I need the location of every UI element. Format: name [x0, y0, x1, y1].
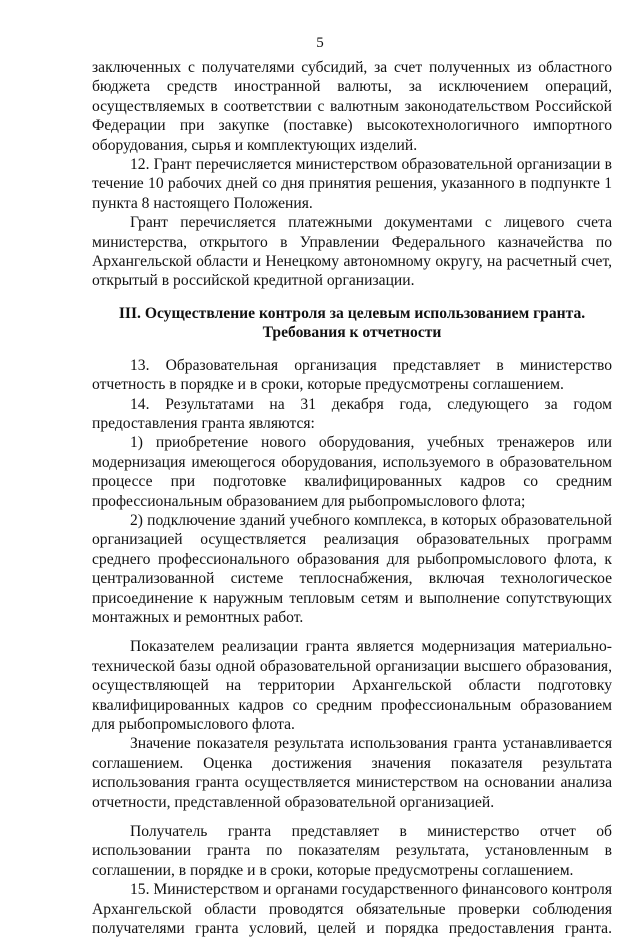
paragraph-result-1: 1) приобретение нового оборудования, учебных тренажеров или модернизация имеющегося оборудования, используемого в образовательном процессе при подготовке квалифицированных кадров со средним профессиональным образованием для рыбопромыслового флота;: [92, 434, 612, 510]
paragraph-continuation: заключенных с получателями субсидий, за счет полученных из областного бюджета средств иностранной валюты, за исключением операций, осуществляемых в соответствии с валютным законодательством Российской Федерации при закупке (поставке) высокотехнологичного импортного оборудования, сырья и комплектующих изделий.: [92, 59, 612, 154]
paragraph-item-13: 13. Образовательная организация представляет в министерство отчетность в порядке и в сроки, которые предусмотрены соглашением.: [92, 356, 612, 394]
paragraph-item-15: 15. Министерством и органами государственного финансового контроля Архангельской области проводятся обязательные проверки соблюдения получателями гранта условий, целей и порядка предоставления гранта.: [92, 881, 612, 938]
paragraph-grant-transfer: Грант перечисляется платежными документами с лицевого счета министерства, открытого в Управлении Федерального казначейства по Архангельской области и Ненецкому автономному округу, на расчетный счет, открытый в российской кредитной организации.: [92, 214, 612, 290]
paragraph-indicator-value: Значение показателя результата использования гранта устанавливается соглашением. Оценка достижения значения показателя результата использования гранта осуществляется министерством на основании анализа отчетности, представленной образовательной организацией.: [92, 735, 612, 811]
document-body: [92, 58, 612, 938]
paragraph-grant-report: Получатель гранта представляет в министерство отчет об использовании гранта по показателям результата, установленным в соглашении, в порядке и в сроки, которые предусмотрены соглашением.: [92, 823, 612, 879]
paragraph-result-2: 2) подключение зданий учебного комплекса, в которых образовательной организацией осуществляется реализация образовательных программ среднего профессионального образования для рыбопромыслового флота, к централизованной системе теплоснабжения, включая технологическое присоединение к наружным тепловым сетям и выполнение сопутствующих монтажных и ремонтных работ.: [92, 511, 612, 626]
section-heading: [92, 304, 612, 343]
section-heading-line2: Требования к отчетности: [262, 324, 442, 342]
paragraph-indicator: Показателем реализации гранта является модернизация материально-технической базы одной образовательной организации высшего образования, осуществляющей на территории Архангельской области подготовку квалифицированных кадров со средним профессиональным образованием для рыбопромыслового флота.: [92, 638, 612, 733]
paragraph-item-14: 14. Результатами на 31 декабря года, следующего за годом предоставления гранта являются:: [92, 395, 612, 432]
page-number: 5: [316, 35, 324, 51]
section-heading-line1: III. Осуществление контроля за целевым использованием гранта.: [118, 304, 586, 322]
paragraph-item-12: 12. Грант перечисляется министерством образовательной организации в течение 10 рабочих дней со дня принятия решения, указанного в подпункте 1 пункта 8 настоящего Положения.: [92, 156, 612, 212]
